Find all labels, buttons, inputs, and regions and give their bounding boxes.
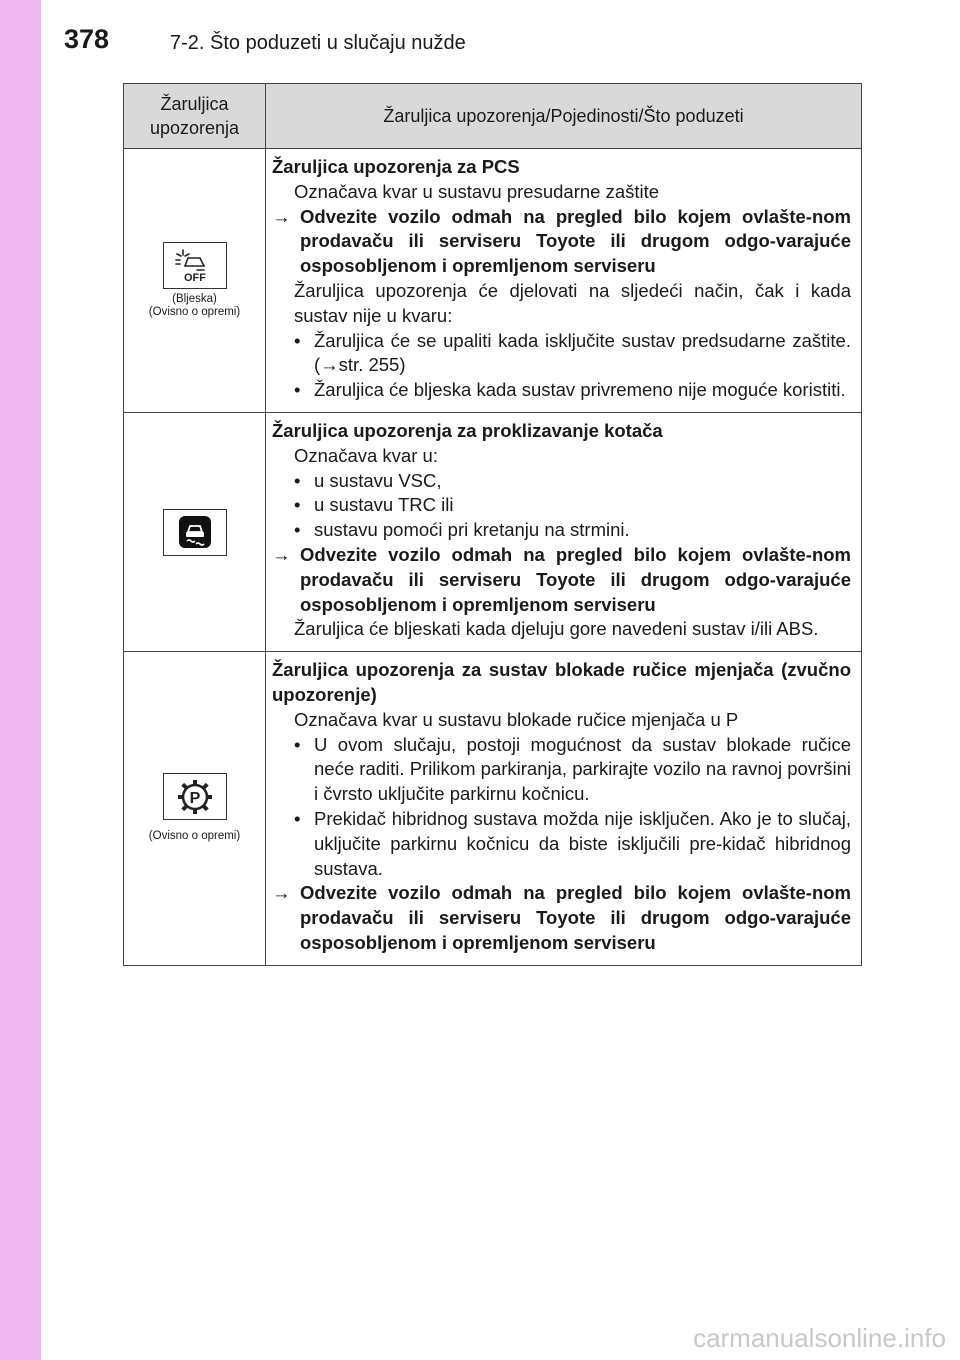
icon-cell-shift-lock (124, 652, 266, 966)
svg-text:OFF: OFF (183, 272, 206, 285)
list-item: • sustavu pomoći pri kretanju na strmini. (294, 519, 630, 541)
details-cell-shift-lock (266, 652, 862, 966)
arrow-icon: → (272, 882, 291, 904)
icon-cell-slip (124, 412, 266, 651)
icon-caption-optional: (Ovisno o opremi) (148, 305, 241, 318)
col-header-light: Žaruljica upozorenja (124, 84, 266, 149)
icon-caption-optional: (Ovisno o opremi) (148, 830, 241, 843)
icon-cell-pcs (124, 149, 266, 413)
svg-text:P: P (189, 789, 200, 807)
side-color-stripe (0, 0, 41, 1360)
icon-caption-flash: (Bljeska) (172, 292, 217, 305)
arrow-icon: → (272, 543, 291, 565)
section-title: 7-2. Što poduzeti u slučaju nužde (170, 32, 466, 54)
table-row-shift-lock (124, 652, 862, 966)
entry-title: Žaruljica upozorenja za proklizavanje kotača (272, 419, 663, 441)
warning-lights-table (123, 83, 862, 966)
pcs-off-warning-icon (163, 242, 227, 289)
slip-indicator-icon (163, 509, 227, 556)
entry-note: Žaruljica upozorenja će djelovati na sljedeći način, čak i kada sustav nije u kvaru: (294, 279, 851, 326)
details-cell-slip (266, 412, 862, 651)
details-cell-pcs (266, 149, 862, 413)
list-item: • Žaruljica će bljeska kada sustav privremeno nije moguće koristiti. (294, 379, 846, 401)
entry-note: Žaruljica će bljeskati kada djeluju gore navedeni sustav i/ili ABS. (294, 618, 819, 640)
list-item: • u sustavu TRC ili (294, 494, 454, 516)
entry-title: Žaruljica upozorenja za PCS (272, 156, 520, 177)
parking-lock-warning-icon (163, 773, 227, 820)
list-item: • Prekidač hibridnog sustava možda nije isključen. Ako je to slučaj, uključite parkirnu kočnicu da biste isključili pre-kidač hibridnog sustava. (294, 807, 851, 879)
entry-description: Označava kvar u: (294, 444, 438, 466)
entry-description: Označava kvar u sustavu presudarne zaštite (294, 180, 660, 202)
action-instruction: → Odvezite vozilo odmah na pregled bilo kojem ovlašte-nom prodavaču ili serviseru Toyote ili drugom odgo-varajuće osposobljenom i opremljenom serviseru (272, 881, 851, 955)
table-row-pcs (124, 149, 862, 413)
entry-description: Označava kvar u sustavu blokade ručice mjenjača u P (294, 708, 739, 730)
watermark: carmanualsonline.info (693, 1323, 946, 1353)
table-row-slip (124, 412, 862, 651)
table-header-row (124, 84, 862, 149)
list-item: • U ovom slučaju, postoji mogućnost da sustav blokade ručice neće raditi. Prilikom parkiranja, parkirajte vozilo na ravnoj površini i čvrsto uključite parkirnu kočnicu. (294, 733, 851, 805)
page-number: 378 (64, 24, 110, 54)
list-item: • u sustavu VSC, (294, 469, 442, 491)
action-instruction: → Odvezite vozilo odmah na pregled bilo kojem ovlašte-nom prodavaču ili serviseru Toyote ili drugom odgo-varajuće osposobljenom i opremljenom serviseru (272, 543, 851, 617)
action-instruction: → Odvezite vozilo odmah na pregled bilo kojem ovlašte-nom prodavaču ili serviseru Toyote ili drugom odgo-varajuće osposobljenom i opremljenom serviseru (272, 205, 851, 279)
list-item: • Žaruljica će se upaliti kada isključite sustav predsudarne zaštite. (→str. 255) (294, 329, 851, 376)
entry-title: Žaruljica upozorenja za sustav blokade ručice mjenjača (zvučno upozorenje) (272, 659, 851, 705)
col-header-details: Žaruljica upozorenja/Pojedinosti/Što poduzeti (266, 84, 862, 149)
arrow-icon: → (272, 205, 291, 227)
